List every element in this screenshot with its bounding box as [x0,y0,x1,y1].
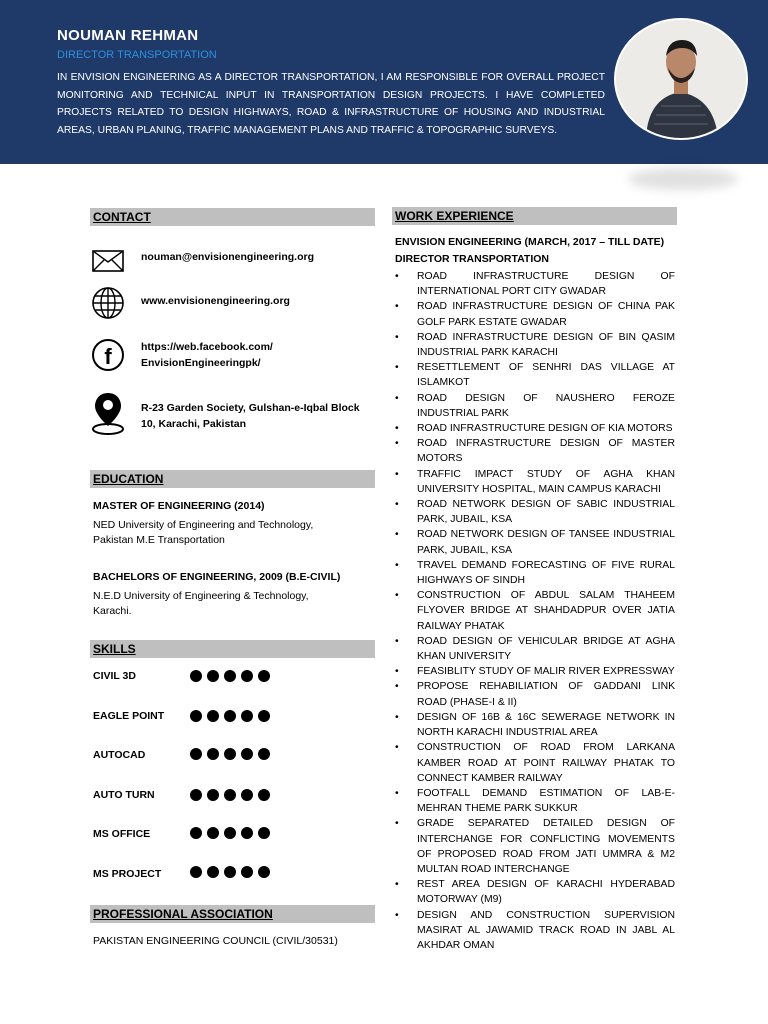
skill-rating [190,789,270,801]
education-institution-2-line2: Karachi. [93,605,132,617]
rating-dot [258,670,270,682]
association-text: PAKISTAN ENGINEERING COUNCIL (CIVIL/30531) [93,935,338,947]
person-photo-icon [616,20,746,138]
facebook-url-line1[interactable]: https://web.facebook.com/ [141,341,273,353]
rating-dot [241,710,253,722]
skill-rating [190,710,270,722]
contact-facebook-row [90,337,273,373]
education-degree-2: BACHELORS OF ENGINEERING, 2009 (B.E-CIVIL) [93,571,341,583]
skill-name: CIVIL 3D [93,670,136,682]
contact-address [141,400,360,432]
rating-dot [207,748,219,760]
rating-dot [258,827,270,839]
rating-dot [224,670,236,682]
facebook-icon [90,337,126,373]
rating-dot [241,827,253,839]
skill-rating [190,827,270,839]
education-heading [90,470,375,488]
skill-name: AUTO TURN [93,789,155,801]
list-item: • ROAD INFRASTRUCTURE DESIGN OF BIN QASIM INDUSTRIAL PARK KARACHI [395,330,675,360]
work-heading-label: WORK EXPERIENCE [395,209,514,223]
svg-text:f: f [104,344,112,369]
person-title: DIRECTOR TRANSPORTATION [57,49,217,61]
skill-rating [190,866,270,878]
contact-email[interactable]: nouman@envisionengineering.org [141,251,315,263]
skill-name: AUTOCAD [93,749,146,761]
envelope-icon [90,243,126,279]
skill-rating [190,748,270,760]
list-item: • CONSTRUCTION OF ABDUL SALAM THAHEEM FLYOVER BRIDGE AT SHAHDADPUR OVER JATIA RAILWAY PHATAK [395,588,675,634]
rating-dot [224,789,236,801]
rating-dot [241,866,253,878]
association-heading-label: PROFESSIONAL ASSOCIATION [93,907,273,921]
list-item: • TRAFFIC IMPACT STUDY OF AGHA KHAN UNIVERSITY HOSPITAL, MAIN CAMPUS KARACHI [395,467,675,497]
rating-dot [190,866,202,878]
rating-dot [190,748,202,760]
rating-dot [241,789,253,801]
rating-dot [190,789,202,801]
contact-heading [90,208,375,226]
rating-dot [190,710,202,722]
rating-dot [207,789,219,801]
rating-dot [207,827,219,839]
work-heading [392,207,677,225]
location-pin-icon [90,390,126,436]
list-item: • ROAD DESIGN OF NAUSHERO FEROZE INDUSTRIAL PARK [395,391,675,421]
skill-name: EAGLE POINT [93,710,165,722]
education-institution-2 [93,589,363,619]
list-item: • ROAD DESIGN OF VEHICULAR BRIDGE AT AGHA KHAN UNIVERSITY [395,634,675,664]
rating-dot [258,866,270,878]
work-role: DIRECTOR TRANSPORTATION [395,253,549,265]
rating-dot [258,710,270,722]
list-item: • DESIGN AND CONSTRUCTION SUPERVISION MASIRAT AL JAWAMID TRACK ROAD IN JABL AL AKHDAR OMAN [395,908,675,954]
rating-dot [241,670,253,682]
contact-heading-label: CONTACT [93,210,151,224]
list-item: • PROPOSE REHABILIATION OF GADDANI LINK ROAD (PHASE-I & II) [395,679,675,709]
address-line2: 10, Karachi, Pakistan [141,418,247,430]
rating-dot [207,710,219,722]
rating-dot [241,748,253,760]
list-item: • ROAD NETWORK DESIGN OF SABIC INDUSTRIAL PARK, JUBAIL, KSA [395,497,675,527]
association-heading [90,905,375,923]
list-item: • CONSTRUCTION OF ROAD FROM LARKANA KAMBER ROAD AT POINT RAILWAY PHATAK TO CONNECT KAMBER RAILWAY [395,740,675,786]
education-institution-1 [93,518,363,548]
education-institution-1-line1: NED University of Engineering and Technology, [93,519,314,531]
list-item: • REST AREA DESIGN OF KARACHI HYDERABAD MOTORWAY (M9) [395,877,675,907]
skill-name: MS PROJECT [93,868,162,880]
contact-email-row [90,243,315,279]
rating-dot [207,866,219,878]
rating-dot [258,748,270,760]
contact-address-row [90,390,360,436]
rating-dot [190,670,202,682]
rating-dot [224,748,236,760]
education-degree-1: MASTER OF ENGINEERING (2014) [93,500,265,512]
facebook-url-line2[interactable]: EnvisionEngineeringpk/ [141,357,261,369]
education-heading-label: EDUCATION [93,472,164,486]
list-item: • ROAD INFRASTRUCTURE DESIGN OF KIA MOTORS [395,421,675,436]
rating-dot [258,789,270,801]
list-item: • ROAD INFRASTRUCTURE DESIGN OF MASTER MOTORS [395,436,675,466]
list-item: • RESETTLEMENT OF SENHRI DAS VILLAGE AT ISLAMKOT [395,360,675,390]
profile-summary: IN ENVISION ENGINEERING AS A DIRECTOR TRANSPORTATION, I AM RESPONSIBLE FOR OVERALL PROJECT MONITORING AND TECHNICAL INPUT IN TRANSPORTATION DESIGN PROJECTS. I HAVE COMPLETED PROJECTS RELATED TO DESIGN HIGHWAYS, ROAD & INFRASTRUCTURE OF HOUSING AND INDUSTRIAL AREAS, URBAN PLANING, TRAFFIC MANAGEMENT PLANS AND TRAFFIC & TOPOGRAPHIC SURVEYS. [57,72,605,136]
list-item: • ROAD INFRASTRUCTURE DESIGN OF INTERNATIONAL PORT CITY GWADAR [395,269,675,299]
person-name: NOUMAN REHMAN [57,27,199,44]
skill-name: MS OFFICE [93,828,151,840]
list-item: • FEASIBLITY STUDY OF MALIR RIVER EXPRESSWAY [395,664,675,679]
list-item: • TRAVEL DEMAND FORECASTING OF FIVE RURAL HIGHWAYS OF SINDH [395,558,675,588]
photo-shadow [628,168,738,190]
work-project-list [395,269,675,953]
list-item: • ROAD INFRASTRUCTURE DESIGN OF CHINA PAK GOLF PARK ESTATE GWADAR [395,299,675,329]
contact-facebook[interactable] [141,339,273,371]
work-company: ENVISION ENGINEERING (MARCH, 2017 – TILL DATE) [395,236,665,248]
rating-dot [224,866,236,878]
globe-icon [90,285,126,321]
education-institution-2-line1: N.E.D University of Engineering & Technology, [93,590,309,602]
skills-heading [90,640,375,658]
education-institution-1-line2: Pakistan M.E Transportation [93,534,225,546]
contact-website[interactable]: www.envisionengineering.org [141,295,290,307]
address-line1: R-23 Garden Society, Gulshan-e-Iqbal Block [141,402,360,414]
list-item: • ROAD NETWORK DESIGN OF TANSEE INDUSTRIAL PARK, JUBAIL, KSA [395,527,675,557]
skill-rating [190,670,270,682]
contact-website-row [90,285,290,321]
list-item: • FOOTFALL DEMAND ESTIMATION OF LAB-E-MEHRAN THEME PARK SUKKUR [395,786,675,816]
skills-heading-label: SKILLS [93,642,136,656]
rating-dot [224,710,236,722]
rating-dot [190,827,202,839]
rating-dot [207,670,219,682]
list-item: • GRADE SEPARATED DETAILED DESIGN OF INTERCHANGE FOR CONFLICTING MOVEMENTS OF PROPOSED ROAD FROM JATI UMMRA & M2 MULTAN ROAD INTERCHANGE [395,816,675,877]
rating-dot [224,827,236,839]
profile-photo [614,18,748,140]
list-item: • DESIGN OF 16B & 16C SEWERAGE NETWORK IN NORTH KARACHI INDUSTRIAL AREA [395,710,675,740]
